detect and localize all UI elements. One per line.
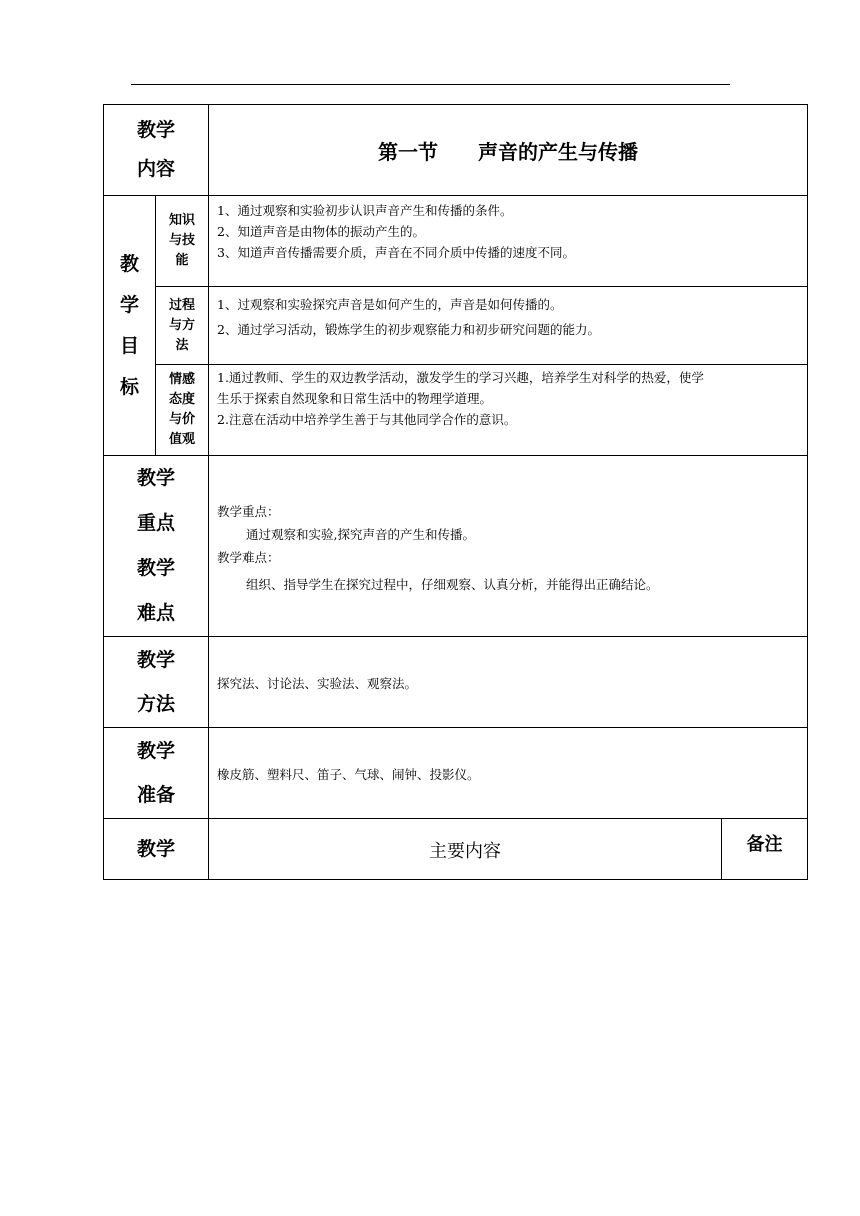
row-divider [103, 455, 808, 456]
objectives-label: 教 学 目 标 [119, 252, 139, 398]
table-border-right [807, 104, 808, 880]
objective-item: 生乐于探索自然现象和日常生活中的物理学道理。 [217, 391, 493, 406]
emotion-values-label: 情感 态度 与价 值观 [168, 372, 195, 447]
objective-item: 1.通过教师、学生的双边教学活动，激发学生的学习兴趣，培养学生对科学的热爱，使学 [217, 370, 704, 385]
key-points-label: 教学 重点 教学 难点 [136, 467, 175, 624]
methods-label: 教学 方法 [136, 648, 175, 715]
knowledge-skills-label: 知识 与技 能 [168, 213, 195, 268]
header-rule [131, 84, 730, 85]
lesson-title: 第一节 声音的产生与传播 [378, 139, 638, 164]
objective-item: 2、通过学习活动，锻炼学生的初步观察能力和初步研究问题的能力。 [217, 322, 600, 337]
difficult-points-text: 组织、指导学生在探究过程中，仔细观察、认真分析，并能得出正确结论。 [246, 577, 659, 592]
row-divider [103, 818, 808, 819]
methods-content [209, 673, 807, 694]
key-points-text: 通过观察和实验,探究声音的产生和传播。 [246, 527, 475, 542]
row-divider [155, 364, 808, 365]
objective-item: 2、知道声音是由物体的振动产生的。 [217, 224, 425, 239]
remarks-heading: 备注 [746, 834, 783, 855]
row-divider [103, 636, 808, 637]
main-content-heading: 主要内容 [429, 841, 501, 862]
content-label: 教学 内容 [136, 119, 175, 180]
process-row-label: 教学 [136, 837, 175, 860]
objective-item: 1、过观察和实验探究声音是如何产生的，声音是如何传播的。 [217, 297, 563, 312]
difficult-points-heading: 教学难点： [217, 550, 280, 565]
preparation-content [209, 764, 807, 785]
key-points-heading: 教学重点： [217, 504, 280, 519]
process-methods-label: 过程 与方 法 [168, 297, 195, 353]
process-methods-content [209, 292, 807, 342]
row-divider [103, 727, 808, 728]
emotion-values-content [209, 367, 807, 430]
row-divider [103, 195, 808, 196]
preparation-text: 橡皮筋、塑料尺、笛子、气球、闹钟、投影仪。 [217, 767, 480, 782]
objective-item: 3、知道声音传播需要介质，声音在不同介质中传播的速度不同。 [217, 245, 575, 260]
objective-item: 1、通过观察和实验初步认识声音产生和传播的条件。 [217, 203, 513, 218]
row-divider [155, 286, 808, 287]
objective-item: 2.注意在活动中培养学生善于与其他同学合作的意识。 [217, 412, 517, 427]
key-points-content [209, 500, 807, 596]
knowledge-skills-content [209, 200, 807, 263]
methods-text: 探究法、讨论法、实验法、观察法。 [217, 676, 418, 691]
preparation-label: 教学 准备 [136, 739, 175, 806]
